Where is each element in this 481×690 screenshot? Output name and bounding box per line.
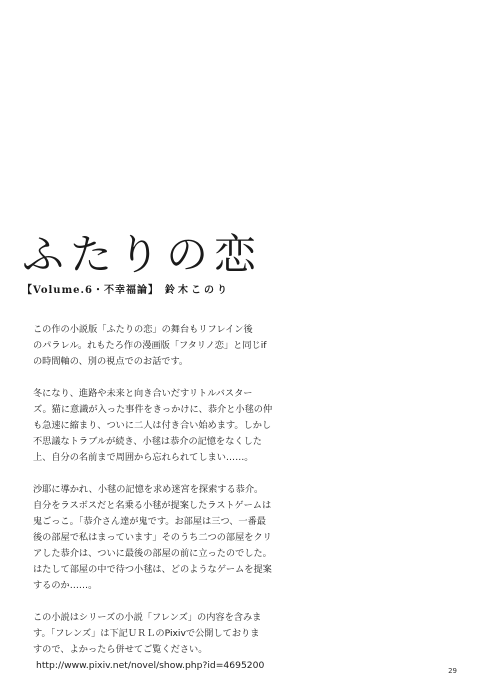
note-paragraph (33, 610, 433, 674)
synopsis-text (33, 322, 433, 690)
synopsis-paragraph-1 (33, 322, 433, 370)
text-line: 後の部屋で私はまっています」そのうち二つの部屋をクリ (33, 532, 272, 543)
page-number: 29 (448, 667, 457, 675)
text-line: 沙耶に導かれ、小毬の記憶を求め迷宮を探索する恭介。 (33, 484, 264, 495)
volume-label: 【Volume.6・不幸福論】 (22, 285, 159, 296)
author-name: 鈴木このり (164, 285, 230, 296)
text-line: す。「フレンズ」は下記ＵＲＬのPixivで公開しておりま (33, 628, 260, 639)
text-line: 上、自分の名前まで周囲から忘れられてしまい……。 (33, 452, 254, 463)
text-line: はたして部屋の中で待つ小毬は、どのようなゲームを提案 (33, 564, 272, 575)
text-line: も急速に縮まり、ついに二人は付き合い始めます。しかし (33, 420, 272, 431)
synopsis-paragraph-2 (33, 386, 433, 466)
text-line: 冬になり、進路や未来と向き合いだすリトルバスター (33, 388, 253, 399)
text-line: この作の小説版「ふたりの恋」の舞台もリフレイン後 (33, 324, 253, 335)
subtitle-line (22, 286, 230, 296)
text-line: の時間軸の、別の視点でのお話です。 (33, 356, 189, 367)
text-line: 鬼ごっこ。「恭介さん達が鬼です。お部屋は三つ、一番最 (33, 516, 266, 527)
text-line: 不思議なトラブルが続き、小毬は恭介の記憶をなくした (33, 436, 262, 447)
pixiv-url: http://www.pixiv.net/novel/show.php?id=4695200 (36, 660, 265, 671)
synopsis-paragraph-3 (33, 482, 433, 594)
text-line: のパラレル。れもたろ作の漫画版「フタリノ恋」と同じif (33, 340, 267, 351)
text-line: 自分をラスボスだと名乗る小毬が提案したラストゲームは (33, 500, 272, 511)
text-line: この小説はシリーズの小説「フレンズ」の内容を含みま (33, 612, 262, 623)
text-line: ズ。猫に意識が入った事件をきっかけに、恭介と小毬の仲 (33, 404, 273, 415)
text-line: すので、よかったら併せてご覧ください。 (33, 644, 208, 655)
text-line: アした恭介は、ついに最後の部屋の前に立ったのでした。 (33, 548, 272, 559)
text-line: するのか……。 (33, 580, 98, 591)
story-title: ふたりの恋 (22, 230, 263, 279)
